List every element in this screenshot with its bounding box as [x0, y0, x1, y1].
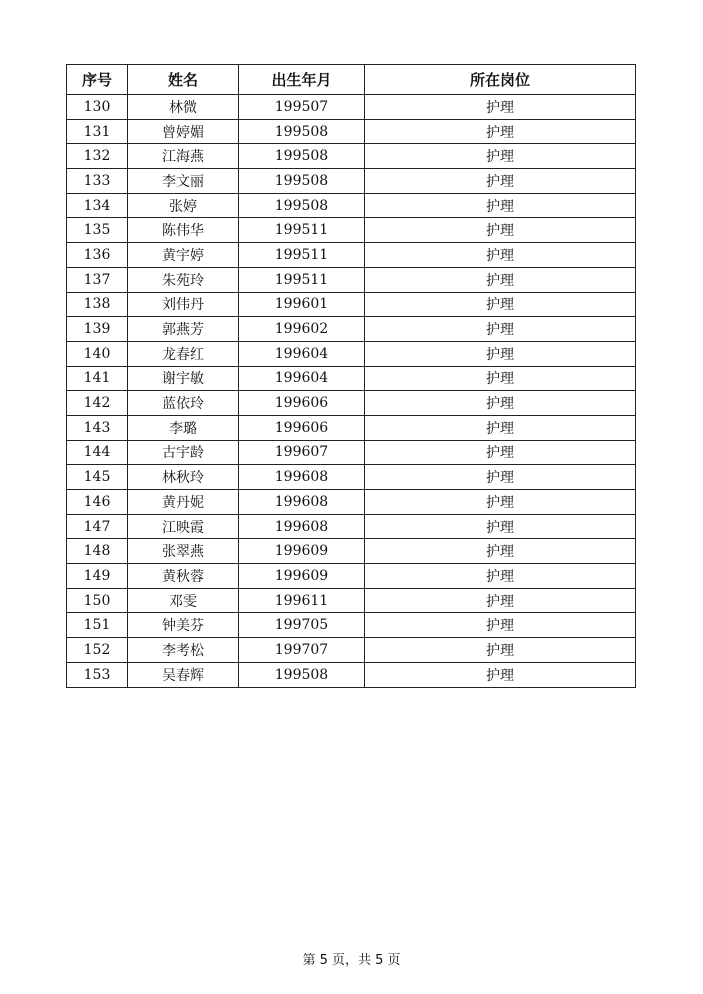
cell-birth-month: 199604: [239, 366, 365, 391]
cell-serial-number: 136: [67, 243, 128, 268]
cell-serial-number: 135: [67, 218, 128, 243]
cell-position: 护理: [365, 341, 636, 366]
header-row: [67, 65, 636, 95]
table-row: [67, 341, 636, 366]
cell-serial-number: 133: [67, 169, 128, 194]
cell-name: 谢宇敏: [128, 366, 239, 391]
cell-position: 护理: [365, 317, 636, 342]
cell-serial-number: 144: [67, 440, 128, 465]
cell-serial-number: 143: [67, 415, 128, 440]
table-row: [67, 514, 636, 539]
table-row: [67, 465, 636, 490]
cell-birth-month: 199609: [239, 539, 365, 564]
cell-name: 李璐: [128, 415, 239, 440]
header-serial-number: 序号: [67, 65, 128, 95]
cell-birth-month: 199602: [239, 317, 365, 342]
cell-name: 钟美芬: [128, 613, 239, 638]
cell-birth-month: 199601: [239, 292, 365, 317]
cell-position: 护理: [365, 292, 636, 317]
cell-position: 护理: [365, 415, 636, 440]
table-row: [67, 317, 636, 342]
cell-birth-month: 199606: [239, 391, 365, 416]
cell-birth-month: 199609: [239, 564, 365, 589]
table-header: [67, 65, 636, 95]
cell-name: 陈伟华: [128, 218, 239, 243]
table-row: [67, 564, 636, 589]
cell-position: 护理: [365, 169, 636, 194]
table-row: [67, 292, 636, 317]
cell-serial-number: 137: [67, 267, 128, 292]
table-row: [67, 144, 636, 169]
cell-position: 护理: [365, 366, 636, 391]
cell-birth-month: 199511: [239, 218, 365, 243]
table-row: [67, 588, 636, 613]
cell-serial-number: 130: [67, 95, 128, 120]
table-row: [67, 539, 636, 564]
cell-birth-month: 199707: [239, 638, 365, 663]
cell-name: 张婷: [128, 193, 239, 218]
header-birth-month: 出生年月: [239, 65, 365, 95]
table-row: [67, 243, 636, 268]
cell-position: 护理: [365, 193, 636, 218]
cell-serial-number: 138: [67, 292, 128, 317]
cell-position: 护理: [365, 119, 636, 144]
table-row: [67, 193, 636, 218]
cell-position: 护理: [365, 440, 636, 465]
cell-name: 江海燕: [128, 144, 239, 169]
cell-birth-month: 199604: [239, 341, 365, 366]
table-row: [67, 267, 636, 292]
cell-birth-month: 199608: [239, 465, 365, 490]
cell-serial-number: 148: [67, 539, 128, 564]
cell-serial-number: 132: [67, 144, 128, 169]
cell-position: 护理: [365, 638, 636, 663]
cell-name: 蓝依玲: [128, 391, 239, 416]
cell-birth-month: 199508: [239, 193, 365, 218]
cell-name: 黄宇婷: [128, 243, 239, 268]
cell-name: 龙春红: [128, 341, 239, 366]
cell-name: 李文丽: [128, 169, 239, 194]
cell-birth-month: 199606: [239, 415, 365, 440]
cell-name: 张翠燕: [128, 539, 239, 564]
header-name: 姓名: [128, 65, 239, 95]
table-row: [67, 638, 636, 663]
table-row: [67, 490, 636, 515]
cell-position: 护理: [365, 95, 636, 120]
roster-table: [66, 64, 636, 688]
cell-name: 曾婷媚: [128, 119, 239, 144]
cell-birth-month: 199508: [239, 119, 365, 144]
cell-name: 黄秋蓉: [128, 564, 239, 589]
cell-position: 护理: [365, 218, 636, 243]
table-row: [67, 366, 636, 391]
table-body: [67, 95, 636, 688]
cell-position: 护理: [365, 564, 636, 589]
cell-position: 护理: [365, 490, 636, 515]
cell-serial-number: 141: [67, 366, 128, 391]
cell-serial-number: 140: [67, 341, 128, 366]
cell-position: 护理: [365, 588, 636, 613]
cell-birth-month: 199511: [239, 267, 365, 292]
cell-serial-number: 153: [67, 662, 128, 687]
cell-serial-number: 151: [67, 613, 128, 638]
cell-serial-number: 139: [67, 317, 128, 342]
cell-name: 林秋玲: [128, 465, 239, 490]
cell-position: 护理: [365, 243, 636, 268]
cell-position: 护理: [365, 539, 636, 564]
cell-birth-month: 199511: [239, 243, 365, 268]
cell-birth-month: 199508: [239, 169, 365, 194]
table-row: [67, 218, 636, 243]
cell-birth-month: 199608: [239, 514, 365, 539]
cell-position: 护理: [365, 391, 636, 416]
cell-name: 邓雯: [128, 588, 239, 613]
table-row: [67, 169, 636, 194]
cell-serial-number: 150: [67, 588, 128, 613]
table-row: [67, 440, 636, 465]
cell-position: 护理: [365, 514, 636, 539]
cell-name: 李考松: [128, 638, 239, 663]
cell-name: 吴春辉: [128, 662, 239, 687]
cell-serial-number: 134: [67, 193, 128, 218]
cell-position: 护理: [365, 267, 636, 292]
cell-name: 朱苑玲: [128, 267, 239, 292]
cell-name: 黄丹妮: [128, 490, 239, 515]
cell-position: 护理: [365, 613, 636, 638]
cell-name: 古宇龄: [128, 440, 239, 465]
cell-birth-month: 199705: [239, 613, 365, 638]
cell-birth-month: 199508: [239, 144, 365, 169]
cell-serial-number: 147: [67, 514, 128, 539]
cell-birth-month: 199608: [239, 490, 365, 515]
cell-position: 护理: [365, 144, 636, 169]
table-row: [67, 415, 636, 440]
cell-birth-month: 199611: [239, 588, 365, 613]
table-row: [67, 119, 636, 144]
cell-birth-month: 199607: [239, 440, 365, 465]
cell-name: 江映霞: [128, 514, 239, 539]
cell-serial-number: 149: [67, 564, 128, 589]
table-row: [67, 95, 636, 120]
table-row: [67, 662, 636, 687]
cell-serial-number: 145: [67, 465, 128, 490]
cell-name: 刘伟丹: [128, 292, 239, 317]
cell-birth-month: 199507: [239, 95, 365, 120]
header-position: 所在岗位: [365, 65, 636, 95]
cell-serial-number: 146: [67, 490, 128, 515]
table-row: [67, 391, 636, 416]
cell-position: 护理: [365, 662, 636, 687]
table-row: [67, 613, 636, 638]
cell-serial-number: 152: [67, 638, 128, 663]
page-number-footer: 第 5 页，共 5 页: [302, 953, 401, 968]
cell-position: 护理: [365, 465, 636, 490]
cell-serial-number: 131: [67, 119, 128, 144]
cell-name: 郭燕芳: [128, 317, 239, 342]
cell-birth-month: 199508: [239, 662, 365, 687]
cell-name: 林微: [128, 95, 239, 120]
cell-serial-number: 142: [67, 391, 128, 416]
